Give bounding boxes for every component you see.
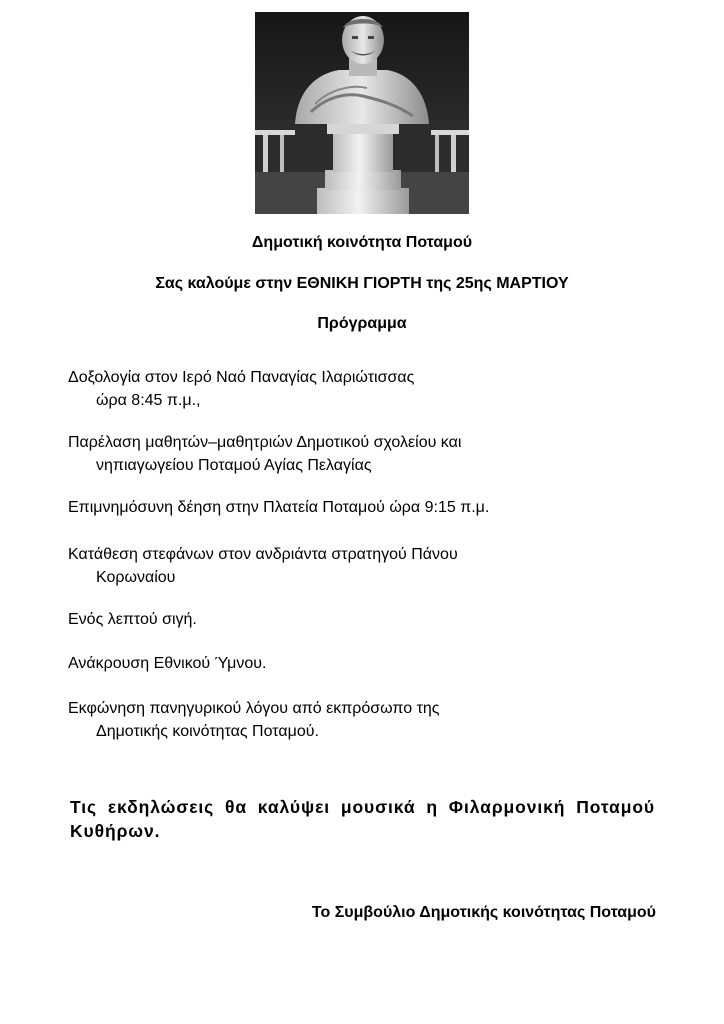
community-heading: Δημοτική κοινότητα Ποταμού xyxy=(251,234,473,251)
program-item-line: Παρέλαση μαθητών–μαθητριών Δημοτικού σχολείου και xyxy=(68,434,462,451)
program-item-continuation: Δημοτικής κοινότητας Ποταμού. xyxy=(96,723,319,740)
program-item-line: Ανάκρουση Εθνικού Ύμνου. xyxy=(68,655,267,672)
program-item-continuation: Κορωναίου xyxy=(96,569,176,586)
program-item-line: Εκφώνηση πανηγυρικού λόγου από εκπρόσωπο της xyxy=(68,700,440,717)
signature: Το Συμβούλιο Δημοτικής κοινότητας Ποταμού xyxy=(311,904,656,921)
program-item-parade xyxy=(68,431,461,477)
program-item-anthem xyxy=(68,652,266,675)
program-item-doxology xyxy=(68,366,414,412)
program-item-line: Δοξολογία στον Ιερό Ναό Παναγίας Ιλαριώτισσας xyxy=(68,369,415,386)
program-item-speech xyxy=(68,697,440,743)
program-item-memorial xyxy=(68,496,489,519)
program-item-line: Κατάθεση στεφάνων στον ανδριάντα στρατηγού Πάνου xyxy=(68,546,458,563)
program-item-continuation: νηπιαγωγείου Ποταμού Αγίας Πελαγίας xyxy=(96,457,372,474)
closing-statement: Τις εκδηλώσεις θα καλύψει μουσικά η Φιλαρμονική Ποταμού Κυθήρων. xyxy=(70,797,655,841)
bust-statue-photo xyxy=(255,12,469,214)
program-item-line: Ενός λεπτού σιγή. xyxy=(68,611,197,628)
program-item-wreath xyxy=(68,543,458,589)
program-item-silence xyxy=(68,608,197,631)
program-title: Πρόγραμμα xyxy=(317,315,407,332)
invitation-line: Σας καλούμε στην ΕΘΝΙΚΗ ΓΙΟΡΤΗ της 25ης ΜΑΡΤΙΟΥ xyxy=(155,275,569,292)
program-item-continuation: ώρα 8:45 π.μ., xyxy=(96,392,201,409)
program-item-line: Επιμνημόσυνη δέηση στην Πλατεία Ποταμού ώρα 9:15 π.μ. xyxy=(68,499,490,516)
